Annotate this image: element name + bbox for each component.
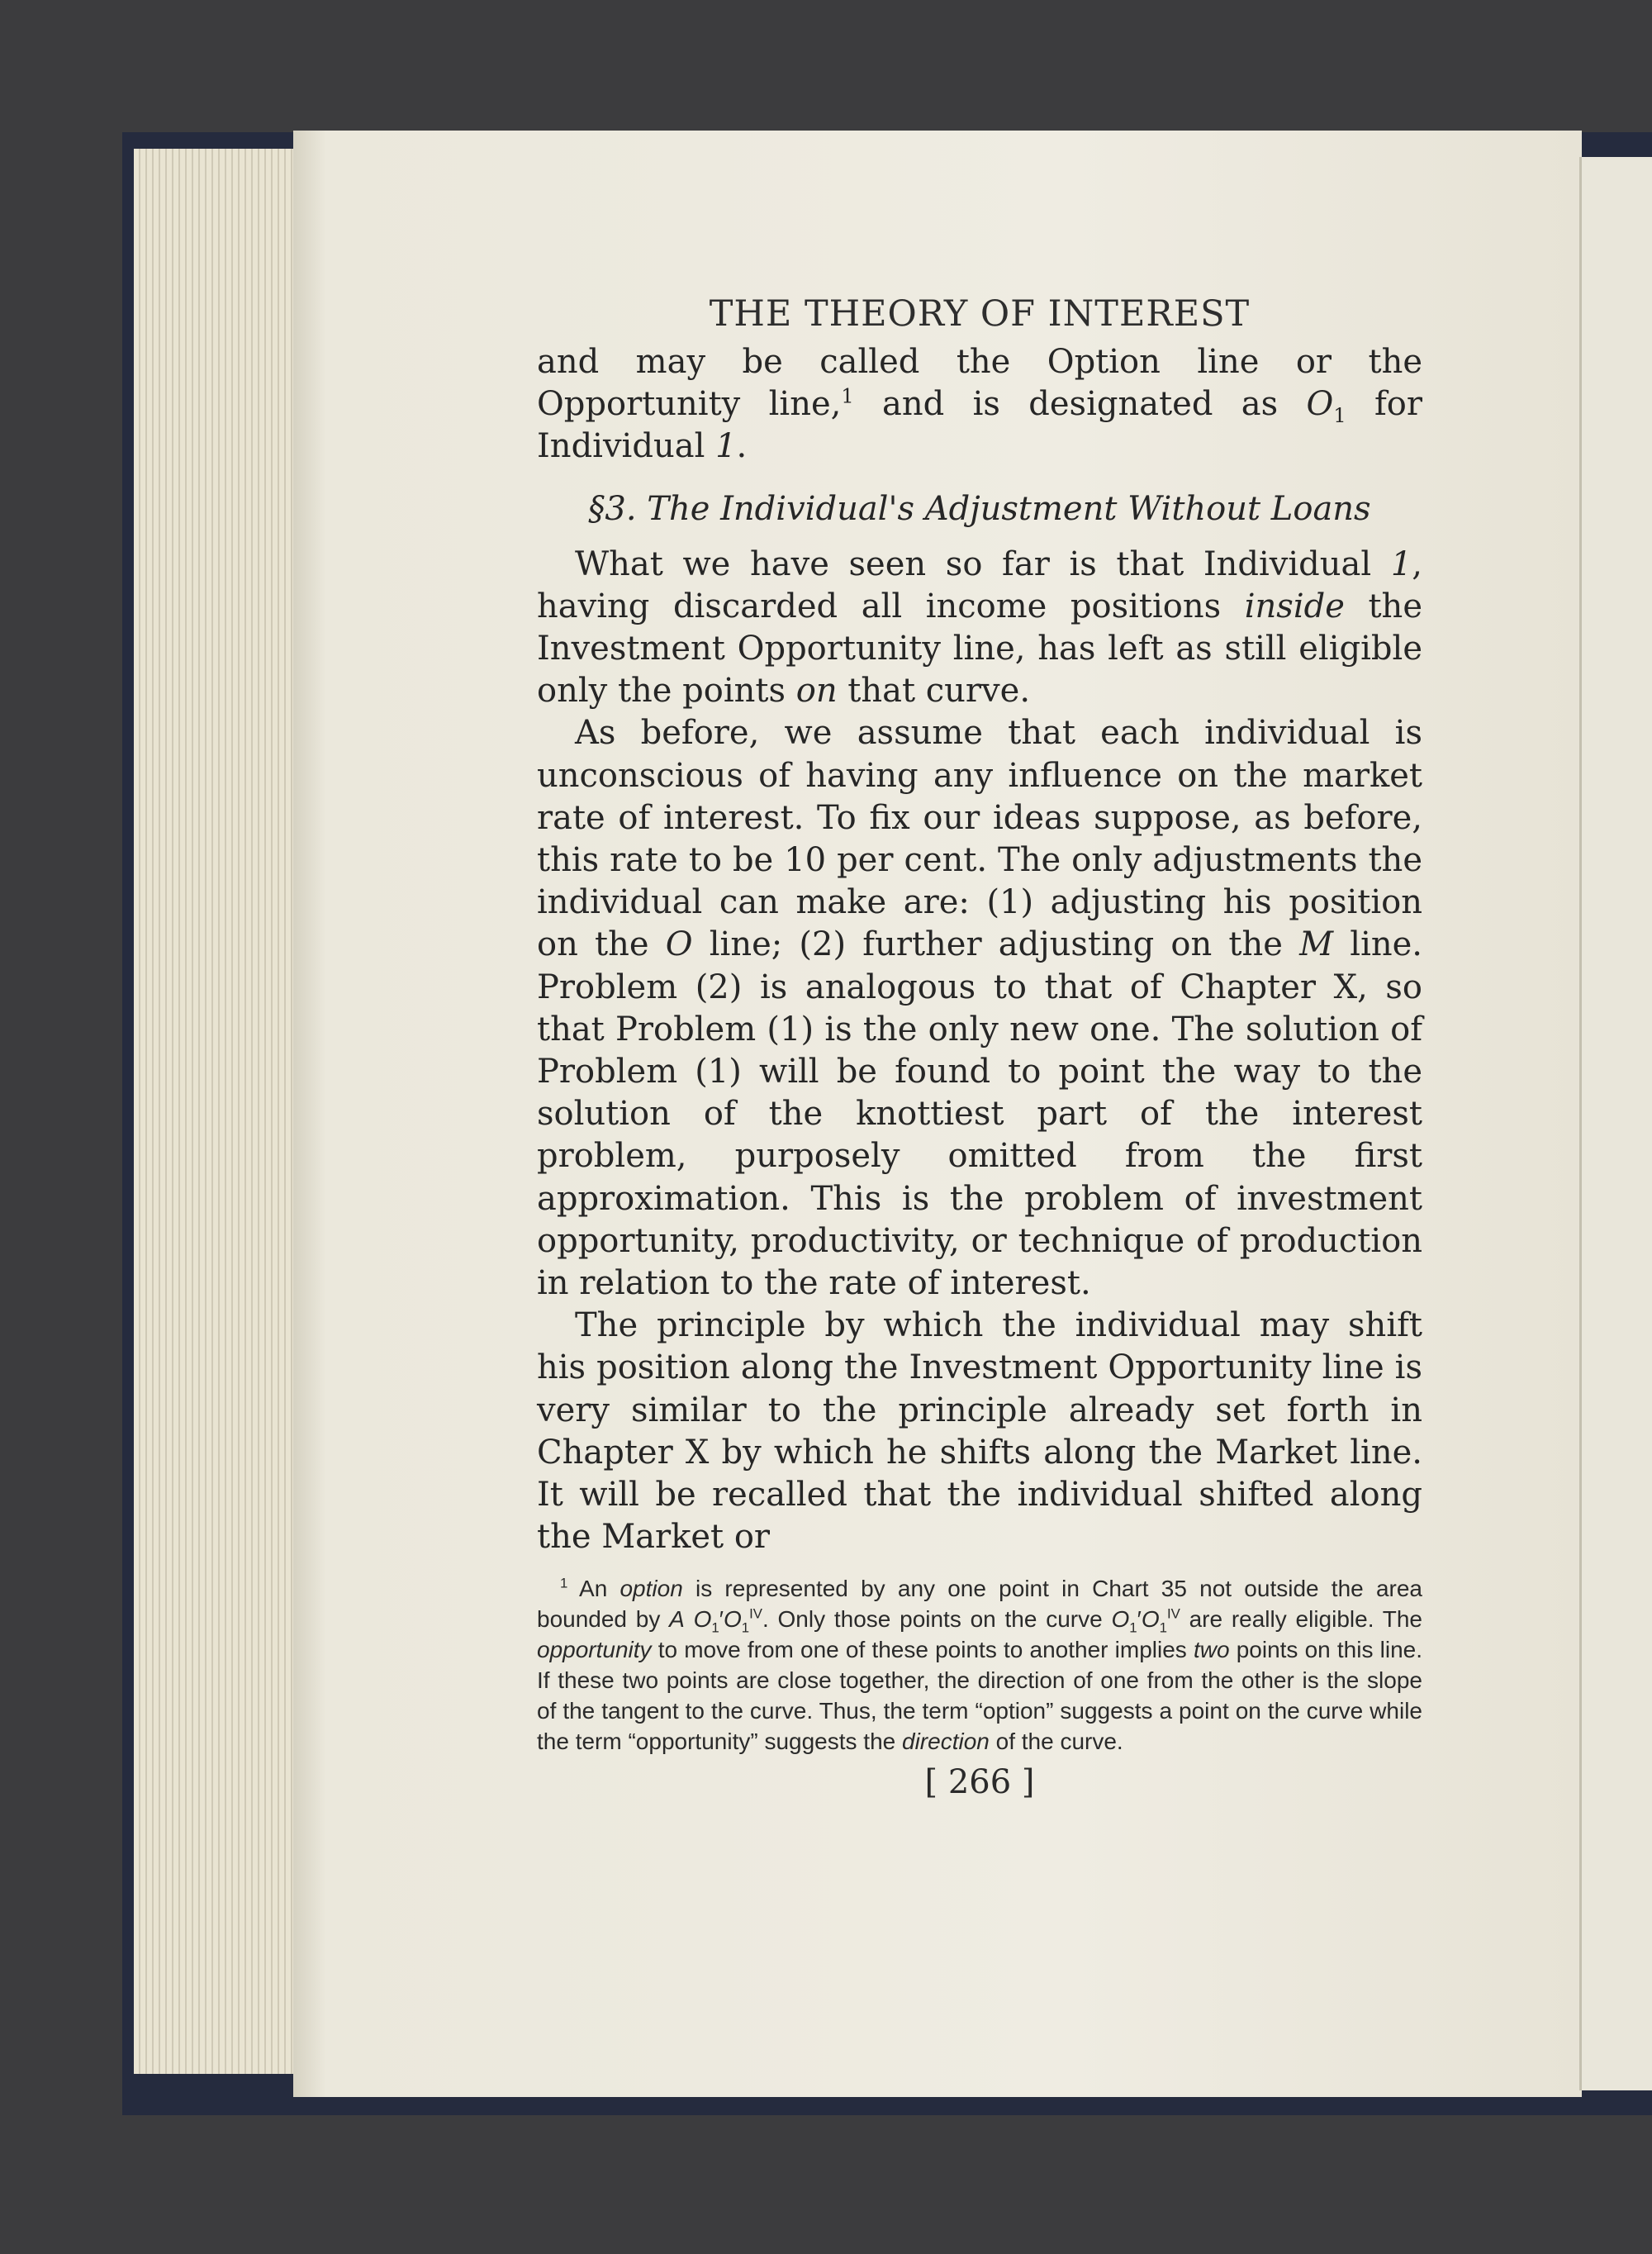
emphasis: two xyxy=(1193,1637,1230,1663)
text: . xyxy=(736,427,748,466)
prime: ′ xyxy=(719,1606,724,1633)
symbol: O xyxy=(1141,1606,1160,1633)
text: to move from one of these points to another implies xyxy=(651,1637,1194,1663)
page-edges xyxy=(134,149,299,2074)
prime: ′ xyxy=(1137,1606,1142,1633)
text: and is designated as xyxy=(853,385,1307,424)
emphasis: inside xyxy=(1244,587,1345,625)
facing-page-edge xyxy=(1579,157,1652,2090)
emphasis: direction xyxy=(902,1729,990,1755)
paragraph-1 xyxy=(537,341,1422,468)
symbol-m: M xyxy=(1299,925,1334,964)
text: , having discarded all income positions xyxy=(537,544,1422,625)
page-number: [ 266 ] xyxy=(924,1763,1035,1802)
symbol-a: A xyxy=(669,1606,685,1633)
text: the Investment Opportunity line, has left as still eligible only the points xyxy=(537,587,1422,711)
symbol: O xyxy=(1111,1606,1130,1633)
individual-number: 1 xyxy=(1390,544,1412,583)
section-heading: §3. The Individual's Adjustment Without Loans xyxy=(588,489,1371,528)
body-text xyxy=(537,341,1422,1558)
text: line; (2) further adjusting on the xyxy=(692,925,1300,964)
running-head: THE THEORY OF INTEREST xyxy=(709,293,1251,335)
footnote-marker: 1 xyxy=(841,384,854,408)
paragraph-2 xyxy=(537,544,1422,713)
symbol: O xyxy=(693,1606,712,1633)
text: points on this line. If these two points are close together, the direction of one from the other is the slope of the tangent to the curve. Thus, the term “option” suggests a point on the curve while the term “opportunity” suggests the xyxy=(537,1637,1423,1755)
paragraph-4: The principle by which the individual may shift his position along the Investment Opportunity line is very similar to the principle already set forth in Chapter X by which he shifts along the Market line. It will be recalled that the individual shifted along the Market or xyxy=(537,1306,1422,1557)
symbol-o: O xyxy=(665,925,693,964)
subscript: 1 xyxy=(1129,1620,1137,1637)
text: What we have seen so far is that Individual xyxy=(575,544,1391,583)
text: for Individual xyxy=(537,385,1422,466)
text: As before, we assume that each individual is unconscious of having any influence on the market rate of interest. To fix our ideas suppose, as before, this rate to be 10 per cent. The only adjustments the individual can make are: (1) adjusting his position on the xyxy=(537,714,1422,964)
text: line. Problem (2) is analogous to that of Chapter X, so that Problem (1) is the only new one. The solution of Problem (1) will be found to point the way to the solution of the knottiest part of the interest problem, purposely omitted from the first approximation. This is the problem of investment opportunity, productivity, or technique of production in relation to the rate of interest. xyxy=(537,925,1423,1303)
subscript: 1 xyxy=(1159,1620,1167,1637)
text: An xyxy=(567,1576,620,1602)
footnote-marker: 1 xyxy=(560,1576,568,1592)
text: that curve. xyxy=(837,672,1031,711)
emphasis: option xyxy=(620,1576,683,1602)
superscript: IV xyxy=(1166,1606,1180,1623)
text: and may be called the Option line or the Opportunity line, xyxy=(537,343,1422,424)
footnote-1 xyxy=(537,1573,1422,1757)
subscript: 1 xyxy=(741,1620,750,1637)
text: are really eligible. The xyxy=(1180,1606,1422,1633)
symbol: O xyxy=(723,1606,742,1633)
text: of the curve. xyxy=(989,1729,1123,1755)
symbol-o: O xyxy=(1306,385,1334,424)
text: . Only those points on the curve xyxy=(762,1606,1112,1633)
page-text-block xyxy=(537,293,1422,1801)
individual-number: 1 xyxy=(715,427,737,466)
paragraph-3 xyxy=(537,712,1422,1305)
text: is represented by any one point in Chart 35 not outside the area bounded by xyxy=(537,1576,1422,1633)
footnotes xyxy=(537,1573,1422,1757)
emphasis: opportunity xyxy=(537,1637,652,1663)
subscript: 1 xyxy=(711,1620,719,1637)
emphasis: on xyxy=(795,672,838,711)
superscript: IV xyxy=(749,1606,762,1623)
subscript: 1 xyxy=(1333,404,1346,428)
